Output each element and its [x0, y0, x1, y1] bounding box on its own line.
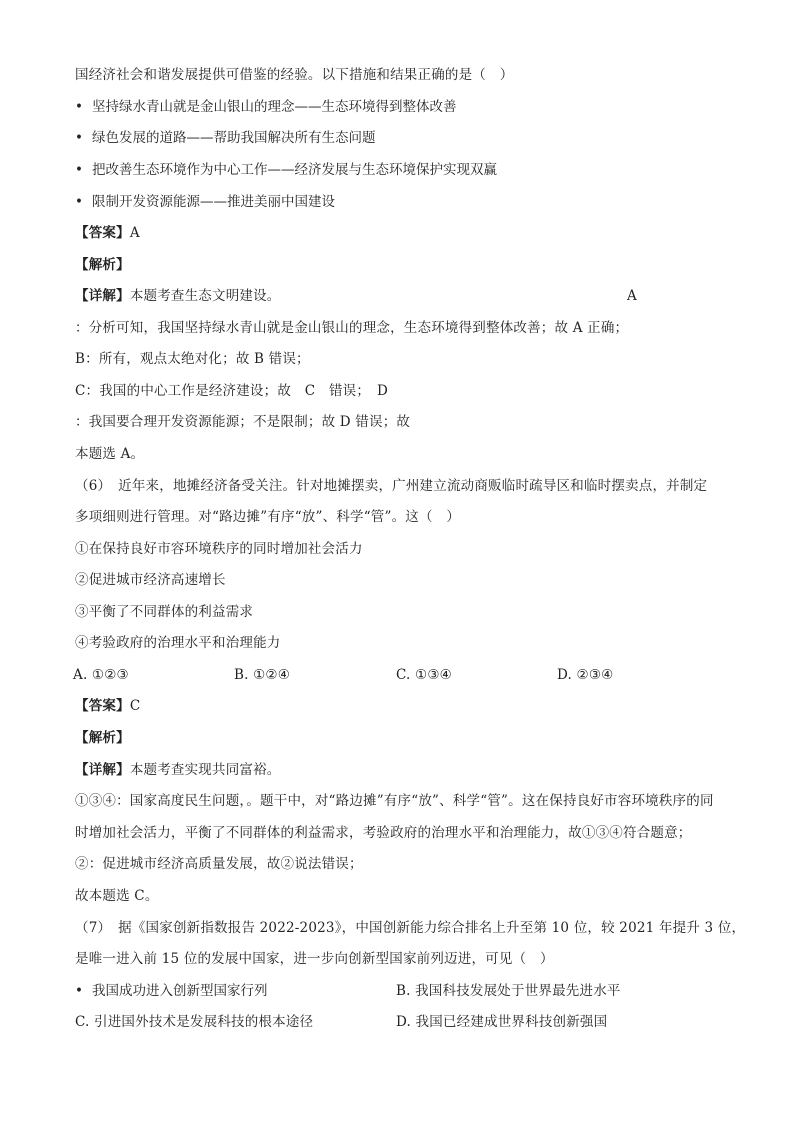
q5-analysis-label	[75, 255, 130, 275]
bullet-icon: •	[75, 130, 83, 146]
analysis-label: 【解析】	[75, 730, 130, 746]
q5-option-1: 坚持绿水青山就是金山银山的理念——生态环境得到整体改善	[92, 99, 457, 115]
q6-analysis-line-4: 故本题选 C。	[75, 888, 159, 904]
q5-analysis-line-3: C：我国的中心工作是经济建设；故 C 错误； D	[75, 383, 389, 399]
bullet-icon: •	[75, 99, 83, 115]
q6-answer	[75, 696, 140, 716]
q5-option-3: 把改善生态环境作为中心工作——经济发展与生态环境保护实现双赢	[92, 162, 497, 178]
q6-item-1: ①在保持良好市容环境秩序的同时增加社会活力	[75, 541, 363, 557]
q6-stem-line-2: 多项细则进行管理。对“路边摊”有序“放”、科学“管”。这（ ）	[75, 509, 461, 525]
q6-choice-b: B. ①②④	[234, 667, 291, 683]
q5-answer	[75, 223, 140, 243]
q6-choice-c: C. ①③④	[396, 667, 452, 683]
answer-value: A	[129, 225, 140, 241]
q7-option-b: B. 我国科技发展处于世界最先进水平	[396, 983, 621, 999]
q5-detail-letter-a: A	[627, 288, 637, 304]
q6-item-3: ③平衡了不同群体的利益需求	[75, 604, 254, 620]
analysis-label: 【解析】	[75, 257, 130, 273]
q5-analysis-line-1: ：分析可知，我国坚持绿水青山就是金山银山的理念，生态环境得到整体改善；故 A 正确；	[75, 320, 629, 336]
detail-label: 【详解】	[75, 762, 130, 778]
detail-label: 【详解】	[75, 288, 130, 304]
q6-analysis-line-1: ①③④：国家高度民生问题，。题干中，对“路边摊”有序“放”、科学“管”。这在保持良好市容环境秩序的同	[75, 793, 714, 809]
q5-option-2: 绿色发展的道路——帮助我国解决所有生态问题	[92, 130, 376, 146]
q6-item-2: ②促进城市经济高速增长	[75, 572, 226, 588]
q6-choice-a: A. ①②③	[73, 667, 129, 683]
detail-text: 本题考查实现共同富裕。	[129, 762, 281, 778]
q6-analysis-label	[75, 728, 130, 748]
detail-text: 本题考查生态文明建设。	[129, 288, 281, 304]
q5-analysis-line-2: B：所有，观点太绝对化；故 B 错误；	[75, 351, 310, 367]
q6-stem-line-1: （6） 近年来，地摊经济备受关注。针对地摊摆卖，广州建立流动商贩临时疏导区和临时摆卖点，并制定	[75, 478, 708, 494]
answer-label: 【答案】	[75, 225, 130, 241]
q6-item-4: ④考验政府的治理水平和治理能力	[75, 635, 281, 651]
q5-analysis-line-4: ：我国要合理开发资源能源；不是限制；故 D 错误；故	[75, 414, 411, 430]
q7-stem-line-1: （7） 据《国家创新指数报告 2022-2023》，中国创新能力综合排名上升至第 10 位，较 2021 年提升 3 位，	[75, 920, 746, 936]
bullet-icon: •	[75, 194, 83, 210]
q7-option-a: 我国成功进入创新型国家行列	[92, 983, 268, 999]
q6-analysis-line-2: 时增加社会活力，平衡了不同群体的利益需求，考验政府的治理水平和治理能力，故①③④符合题意；	[75, 825, 692, 841]
q7-option-c: C. 引进国外技术是发展科技的根本途径	[75, 1014, 314, 1030]
q6-detail	[75, 760, 281, 780]
q5-option-4: 限制开发资源能源——推进美丽中国建设	[92, 194, 335, 210]
q7-option-d: D. 我国已经建成世界科技创新强国	[396, 1014, 608, 1030]
q7-stem-line-2: 是唯一进入前 15 位的发展中国家，进一步向创新型国家前列迈进，可见（ ）	[75, 951, 554, 967]
answer-value: C	[129, 698, 141, 714]
q6-choice-d: D. ②③④	[557, 667, 614, 683]
bullet-icon: •	[75, 162, 83, 178]
q6-analysis-line-3: ②：促进城市经济高质量发展，故②说法错误；	[75, 856, 363, 872]
q5-detail	[75, 286, 281, 306]
q5-stem-tail: 国经济社会和谐发展提供可借鉴的经验。以下措施和结果正确的是（ ）	[75, 67, 514, 83]
answer-label: 【答案】	[75, 698, 130, 714]
q5-analysis-line-5: 本题选 A。	[75, 446, 145, 462]
bullet-icon: •	[75, 983, 83, 999]
